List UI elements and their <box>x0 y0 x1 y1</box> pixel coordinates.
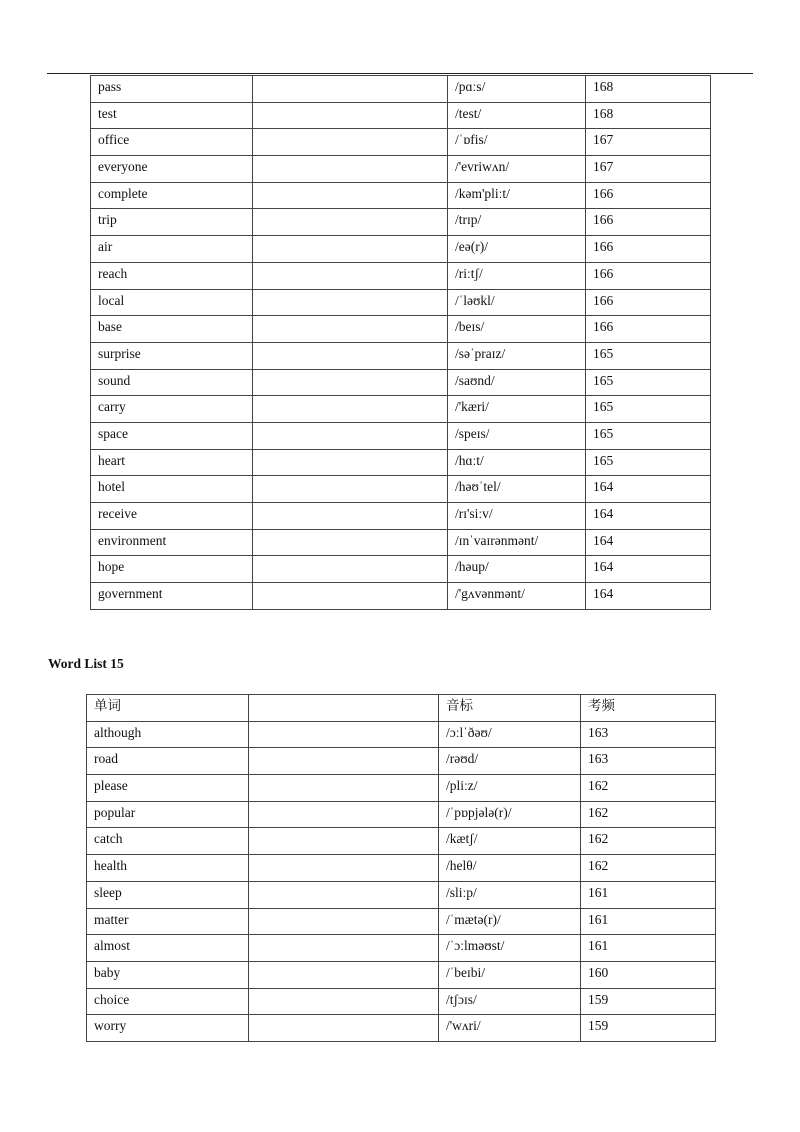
phonetic-cell: /riːtʃ/ <box>448 262 586 289</box>
note-cell <box>253 503 448 530</box>
word-table-15-body <box>87 721 716 1041</box>
word-list-heading: Word List 15 <box>48 656 124 671</box>
table-row <box>91 102 711 129</box>
word-cell: worry <box>87 1015 249 1042</box>
frequency-cell: 162 <box>581 775 716 802</box>
frequency-cell: 164 <box>586 583 711 610</box>
word-table-15-header <box>87 695 716 722</box>
table-row <box>87 775 716 802</box>
frequency-cell: 165 <box>586 396 711 423</box>
phonetic-cell: /speɪs/ <box>448 422 586 449</box>
phonetic-cell: /saʊnd/ <box>448 369 586 396</box>
note-cell <box>253 102 448 129</box>
note-cell <box>249 828 439 855</box>
phonetic-cell: /kætʃ/ <box>439 828 581 855</box>
note-cell <box>249 721 439 748</box>
table-row <box>87 935 716 962</box>
note-cell <box>253 556 448 583</box>
table-row <box>87 908 716 935</box>
frequency-cell: 160 <box>581 961 716 988</box>
phonetic-cell: /pliːz/ <box>439 775 581 802</box>
word-cell: carry <box>91 396 253 423</box>
table-row <box>91 289 711 316</box>
note-cell <box>253 342 448 369</box>
phonetic-cell: /ɪnˈvaɪrənmənt/ <box>448 529 586 556</box>
phonetic-cell: /rəʊd/ <box>439 748 581 775</box>
word-cell: sleep <box>87 881 249 908</box>
table-header-row <box>87 695 716 722</box>
note-cell <box>253 182 448 209</box>
frequency-cell: 166 <box>586 182 711 209</box>
frequency-cell: 162 <box>581 801 716 828</box>
table-row <box>91 209 711 236</box>
frequency-cell: 163 <box>581 748 716 775</box>
table-row <box>87 881 716 908</box>
frequency-cell: 161 <box>581 908 716 935</box>
note-cell <box>253 529 448 556</box>
phonetic-cell: /tʃɔɪs/ <box>439 988 581 1015</box>
frequency-cell: 166 <box>586 262 711 289</box>
word-cell: baby <box>87 961 249 988</box>
word-cell: space <box>91 422 253 449</box>
phonetic-cell: /'wʌri/ <box>439 1015 581 1042</box>
phonetic-cell: /test/ <box>448 102 586 129</box>
phonetic-cell: /'kæri/ <box>448 396 586 423</box>
phonetic-cell: /beɪs/ <box>448 316 586 343</box>
frequency-cell: 164 <box>586 529 711 556</box>
word-cell: base <box>91 316 253 343</box>
word-cell: complete <box>91 182 253 209</box>
frequency-cell: 164 <box>586 476 711 503</box>
word-table-continued-body <box>91 76 711 610</box>
frequency-cell: 164 <box>586 503 711 530</box>
table-row <box>91 476 711 503</box>
table-row <box>87 855 716 882</box>
table-row <box>91 449 711 476</box>
phonetic-cell: /rɪ'siːv/ <box>448 503 586 530</box>
word-cell: choice <box>87 988 249 1015</box>
note-cell <box>253 209 448 236</box>
frequency-cell: 165 <box>586 449 711 476</box>
note-cell <box>253 369 448 396</box>
word-cell: hotel <box>91 476 253 503</box>
table-row <box>87 748 716 775</box>
table-row <box>91 316 711 343</box>
phonetic-cell: /pɑːs/ <box>448 76 586 103</box>
table-row <box>87 961 716 988</box>
table-row <box>91 422 711 449</box>
word-cell: health <box>87 855 249 882</box>
word-cell: road <box>87 748 249 775</box>
word-cell: almost <box>87 935 249 962</box>
table-row <box>91 556 711 583</box>
note-cell <box>249 961 439 988</box>
note-cell <box>253 583 448 610</box>
word-cell: environment <box>91 529 253 556</box>
word-cell: popular <box>87 801 249 828</box>
header-phonetic: 音标 <box>439 695 581 722</box>
note-cell <box>249 855 439 882</box>
note-cell <box>253 476 448 503</box>
frequency-cell: 159 <box>581 1015 716 1042</box>
note-cell <box>253 449 448 476</box>
page-top-rule <box>47 73 753 74</box>
frequency-cell: 166 <box>586 316 711 343</box>
note-cell <box>253 156 448 183</box>
note-cell <box>253 236 448 263</box>
phonetic-cell: /ɔːlˈðəʊ/ <box>439 721 581 748</box>
note-cell <box>249 988 439 1015</box>
phonetic-cell: /ˈpɒpjələ(r)/ <box>439 801 581 828</box>
frequency-cell: 162 <box>581 855 716 882</box>
frequency-cell: 168 <box>586 76 711 103</box>
header-frequency: 考频 <box>581 695 716 722</box>
table-row <box>91 342 711 369</box>
phonetic-cell: /ˈləʊkl/ <box>448 289 586 316</box>
table-row <box>91 369 711 396</box>
word-cell: pass <box>91 76 253 103</box>
frequency-cell: 167 <box>586 156 711 183</box>
word-table-continued <box>90 75 711 610</box>
table-row <box>91 129 711 156</box>
frequency-cell: 166 <box>586 209 711 236</box>
note-cell <box>249 881 439 908</box>
word-cell: sound <box>91 369 253 396</box>
frequency-cell: 168 <box>586 102 711 129</box>
word-cell: government <box>91 583 253 610</box>
phonetic-cell: /sliːp/ <box>439 881 581 908</box>
phonetic-cell: /'gʌvənmənt/ <box>448 583 586 610</box>
word-cell: office <box>91 129 253 156</box>
frequency-cell: 165 <box>586 422 711 449</box>
frequency-cell: 163 <box>581 721 716 748</box>
word-cell: hope <box>91 556 253 583</box>
note-cell <box>253 262 448 289</box>
table-row <box>87 988 716 1015</box>
word-table-15 <box>86 694 716 1042</box>
phonetic-cell: /hɑːt/ <box>448 449 586 476</box>
header-word: 单词 <box>87 695 249 722</box>
word-cell: heart <box>91 449 253 476</box>
note-cell <box>249 908 439 935</box>
table-row <box>91 503 711 530</box>
phonetic-cell: /trɪp/ <box>448 209 586 236</box>
frequency-cell: 165 <box>586 369 711 396</box>
note-cell <box>253 289 448 316</box>
phonetic-cell: /həup/ <box>448 556 586 583</box>
note-cell <box>253 129 448 156</box>
frequency-cell: 164 <box>586 556 711 583</box>
phonetic-cell: /ˈɒfis/ <box>448 129 586 156</box>
phonetic-cell: /eə(r)/ <box>448 236 586 263</box>
table-row <box>91 529 711 556</box>
frequency-cell: 165 <box>586 342 711 369</box>
note-cell <box>249 748 439 775</box>
table-row <box>87 721 716 748</box>
word-cell: reach <box>91 262 253 289</box>
phonetic-cell: /ˈɔːlməʊst/ <box>439 935 581 962</box>
frequency-cell: 159 <box>581 988 716 1015</box>
phonetic-cell: /ˈmætə(r)/ <box>439 908 581 935</box>
note-cell <box>253 422 448 449</box>
note-cell <box>253 316 448 343</box>
note-cell <box>249 1015 439 1042</box>
table-row <box>91 182 711 209</box>
word-cell: test <box>91 102 253 129</box>
phonetic-cell: /'evriwʌn/ <box>448 156 586 183</box>
table-row <box>91 156 711 183</box>
word-cell: matter <box>87 908 249 935</box>
frequency-cell: 161 <box>581 935 716 962</box>
table-row <box>87 801 716 828</box>
word-cell: everyone <box>91 156 253 183</box>
word-cell: air <box>91 236 253 263</box>
phonetic-cell: /helθ/ <box>439 855 581 882</box>
frequency-cell: 166 <box>586 289 711 316</box>
table-row <box>91 262 711 289</box>
table-row <box>91 396 711 423</box>
frequency-cell: 161 <box>581 881 716 908</box>
frequency-cell: 166 <box>586 236 711 263</box>
word-cell: local <box>91 289 253 316</box>
word-cell: although <box>87 721 249 748</box>
word-cell: surprise <box>91 342 253 369</box>
table-row <box>91 236 711 263</box>
note-cell <box>249 775 439 802</box>
table-row <box>91 76 711 103</box>
phonetic-cell: /səˈpraɪz/ <box>448 342 586 369</box>
word-cell: catch <box>87 828 249 855</box>
word-cell: receive <box>91 503 253 530</box>
note-cell <box>253 76 448 103</box>
phonetic-cell: /ˈbeɪbi/ <box>439 961 581 988</box>
word-cell: trip <box>91 209 253 236</box>
note-cell <box>249 935 439 962</box>
table-row <box>91 583 711 610</box>
word-cell: please <box>87 775 249 802</box>
frequency-cell: 167 <box>586 129 711 156</box>
phonetic-cell: /kəm'pliːt/ <box>448 182 586 209</box>
table-row <box>87 828 716 855</box>
header-note <box>249 695 439 722</box>
phonetic-cell: /həʊˈtel/ <box>448 476 586 503</box>
table-row <box>87 1015 716 1042</box>
note-cell <box>249 801 439 828</box>
frequency-cell: 162 <box>581 828 716 855</box>
note-cell <box>253 396 448 423</box>
